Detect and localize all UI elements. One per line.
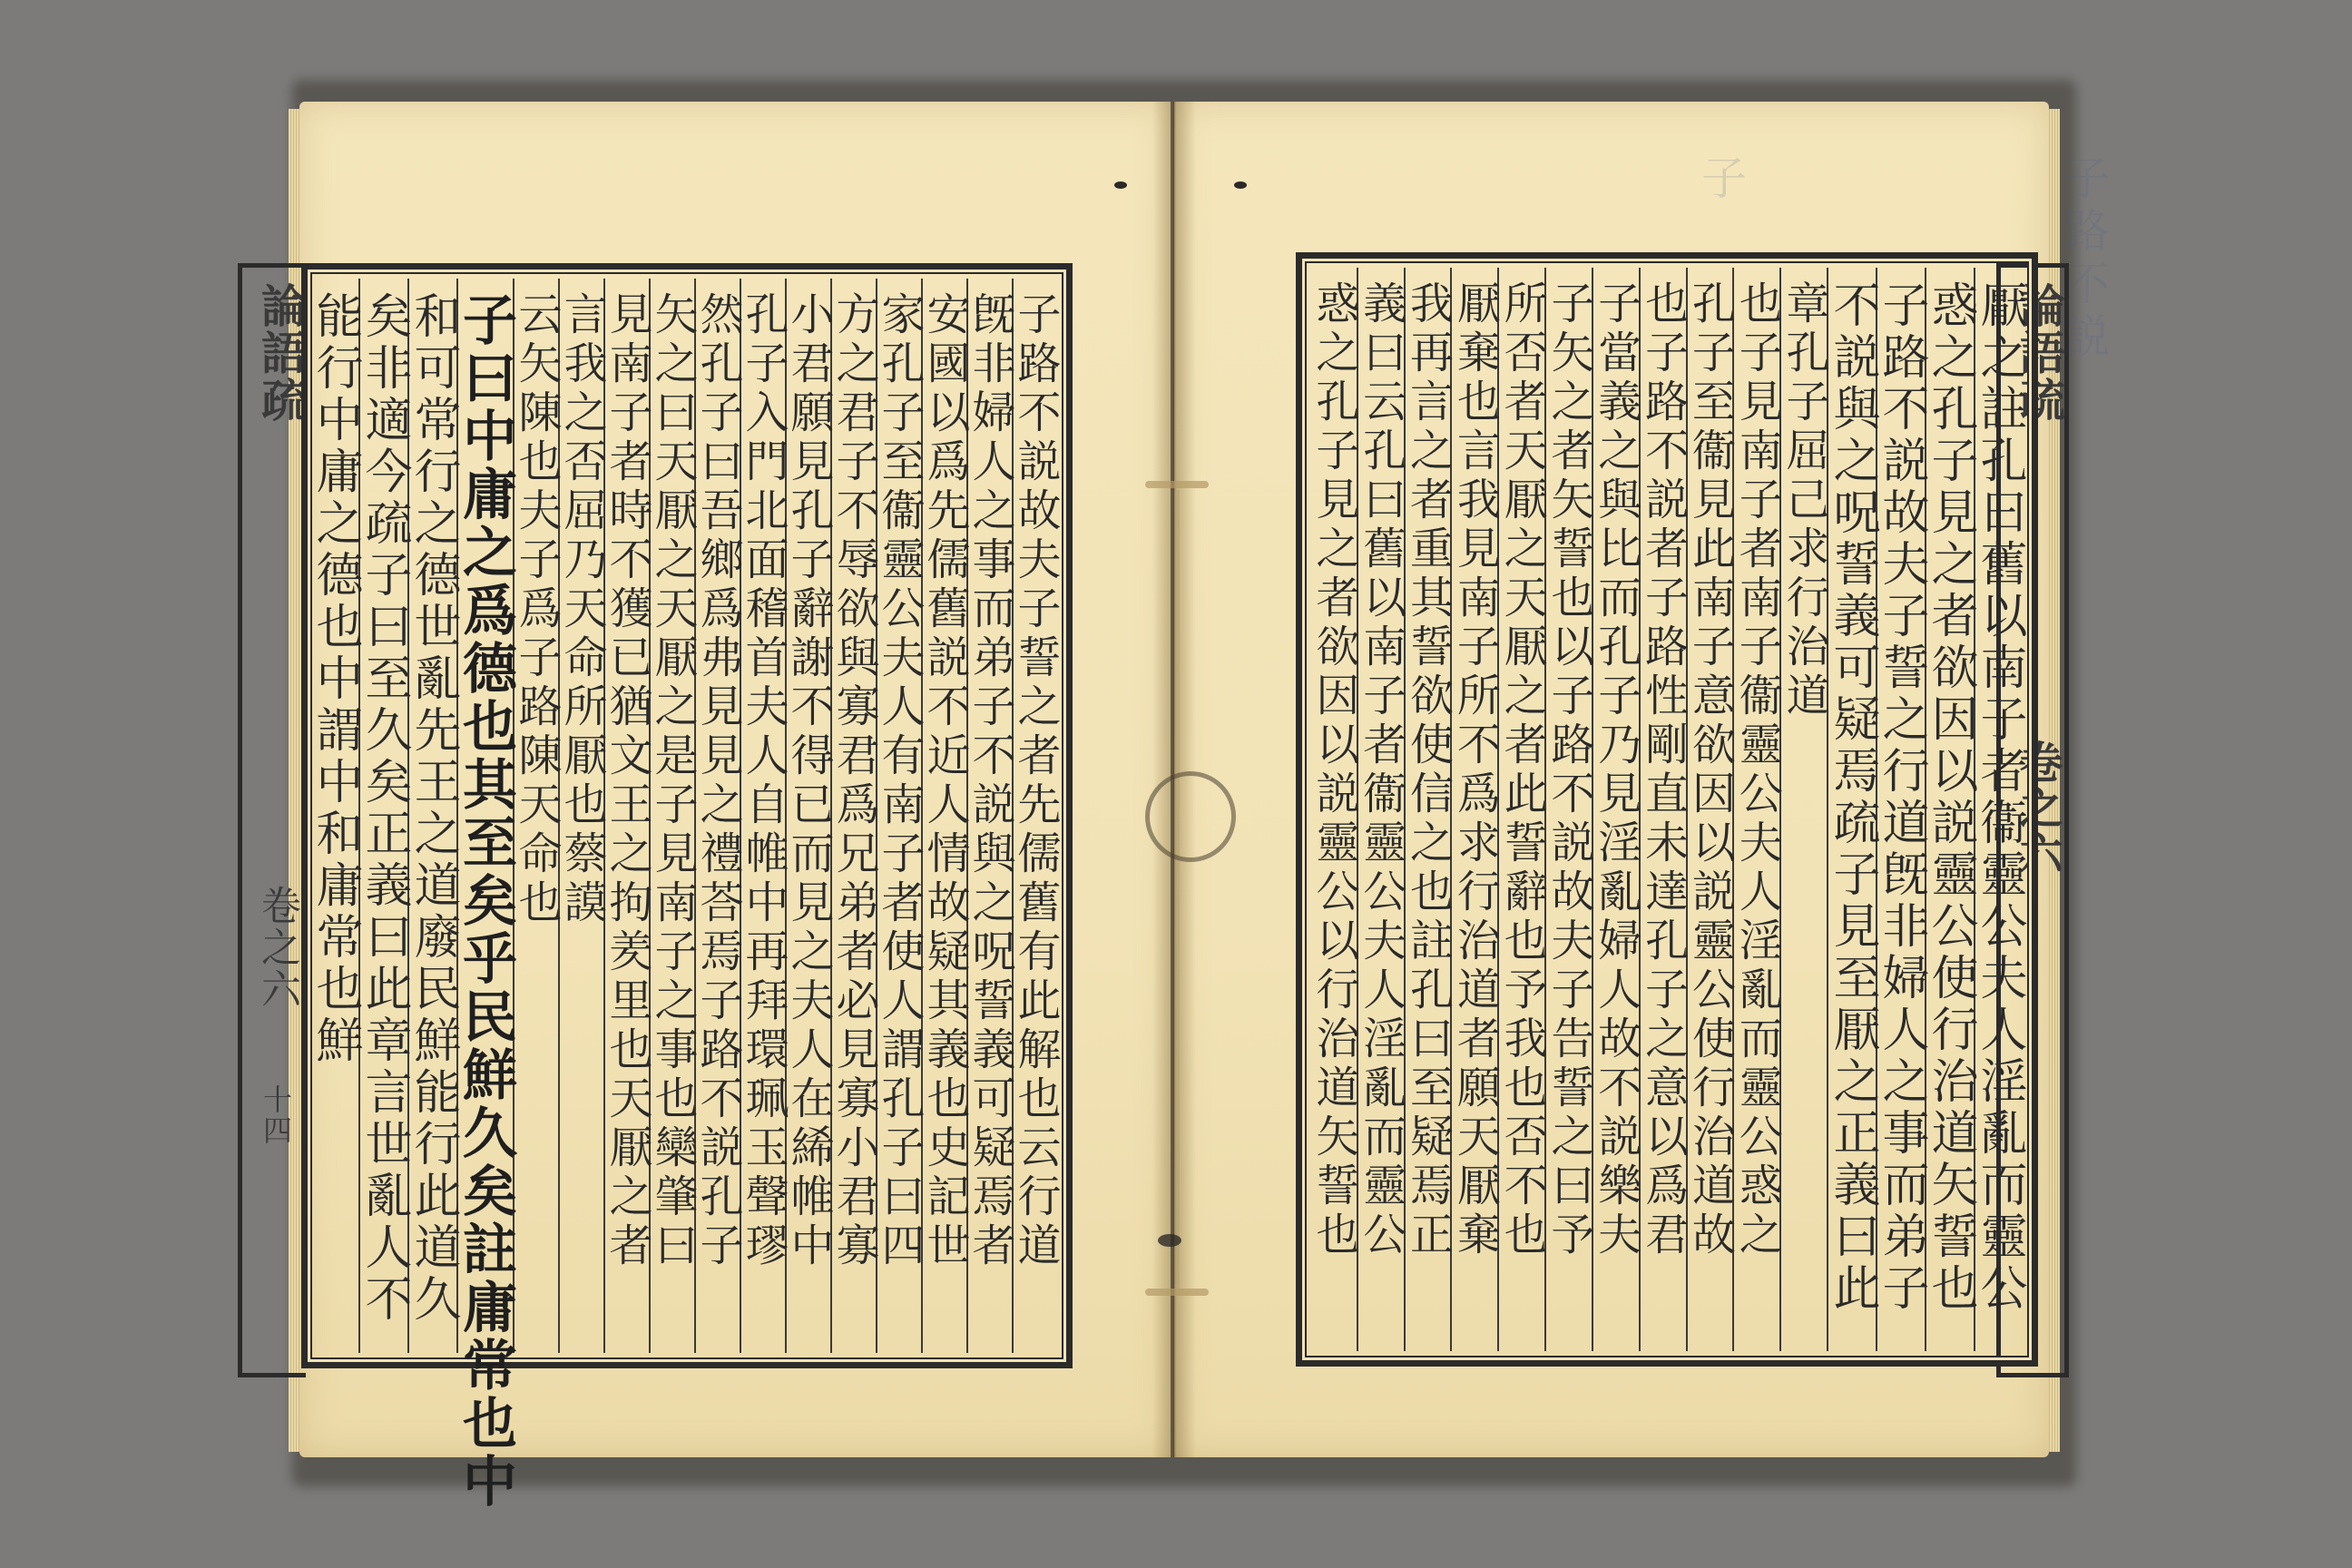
column-text: 能行中庸之德也中謂中和庸常也鮮 <box>308 291 362 1067</box>
column-text: 孔子入門北面稽首夫人自帷中再拜環珮玉聲璆 <box>738 291 789 1271</box>
column-text: 所否者天厭之天厭之者此誓辭也予我也否不也 <box>1496 280 1548 1260</box>
right-page-text-frame <box>1296 252 2038 1367</box>
text-column <box>1496 268 1548 1351</box>
ink-blot <box>1114 181 1127 189</box>
text-column <box>1922 268 1977 1351</box>
column-text: 小君願見孔子辭謝不得已而見之夫人在絺帷中 <box>783 291 834 1271</box>
column-text: 子路不説故夫子誓之行道旣非婦人之事而弟子 <box>1873 280 1928 1315</box>
binding-hole <box>1145 771 1236 862</box>
column-text: 子矢之者矢誓也以子路不説故夫子告誓之曰予 <box>1543 280 1594 1260</box>
column-text: 和可常行之德世亂先王之道廢民鮮能行此道久 <box>406 291 460 1326</box>
text-column <box>308 279 362 1353</box>
left-margin-volume: 卷之六 <box>254 885 300 1010</box>
right-margin-title: 論語疏 <box>2013 282 2066 424</box>
column-text: 方之君子不辱欲與寡君爲兄弟者必見寡小君寡 <box>828 291 879 1271</box>
column-text: 子路不説故夫子誓之者先儒舊有此解也云行道 <box>1010 291 1061 1271</box>
column-text: 云矢陳也夫子爲子路陳天命也 <box>511 291 562 928</box>
column-text: 矢之曰天厭之天厭之是子見南子之事也欒肇曰 <box>647 291 698 1271</box>
left-margin-page-number: 十四 <box>259 1084 293 1146</box>
text-column <box>1010 279 1061 1353</box>
text-column <box>1971 268 2026 1351</box>
binding-thread-mark <box>1145 481 1209 488</box>
right-margin-volume: 卷之六 <box>2012 740 2063 876</box>
text-column <box>1449 268 1501 1351</box>
left-page-columns <box>308 279 1061 1511</box>
column-text: 惑之孔子見之者欲因以説靈公使行治道矢誓也 <box>1922 280 1977 1315</box>
text-column <box>1684 268 1736 1351</box>
bleed-through-text: 子路不説 <box>2057 154 2110 365</box>
text-column <box>1357 268 1404 1351</box>
column-text: 厭棄也言我見南子所不爲求行治道者願天厭棄 <box>1449 280 1501 1260</box>
column-text: 章孔子屈己求行治道 <box>1779 280 1830 721</box>
text-column <box>1637 268 1689 1351</box>
text-column <box>357 279 411 1353</box>
column-text: 我再言之者重其誓欲使信之也註孔曰至疑焉正 <box>1402 280 1454 1260</box>
text-column <box>1824 268 1879 1351</box>
text-column <box>965 279 1015 1353</box>
left-page-text-frame <box>301 263 1073 1511</box>
column-text: 厭之註孔曰舊以南子者衞靈公夫人淫亂而靈公 <box>1971 280 2026 1315</box>
text-column <box>556 279 607 1353</box>
column-text: 子當義之與比而孔子乃見淫亂婦人故不説樂夫 <box>1590 280 1642 1260</box>
ink-blot <box>1234 181 1247 189</box>
text-column <box>1779 268 1830 1351</box>
text-column <box>1544 268 1592 1351</box>
text-column <box>692 279 743 1353</box>
text-column <box>1308 268 1359 1351</box>
column-text: 不説與之呪誓義可疑焉疏子見至厭之正義曰此 <box>1824 280 1879 1315</box>
text-column <box>406 279 460 1353</box>
bleed-through-text: 子 <box>1694 154 1747 207</box>
text-column <box>783 279 834 1353</box>
column-text: 見南子者時不獲已猶文王之拘羑里也天厭之者 <box>602 291 652 1271</box>
column-text: 然孔子曰吾鄉爲弗見見之禮荅焉子路不説孔子 <box>692 291 743 1271</box>
binding-thread-mark <box>1176 490 1180 1289</box>
text-column <box>828 279 879 1353</box>
text-column <box>1590 268 1642 1351</box>
column-text: 孔子至衞見此南子意欲因以説靈公使行治道故 <box>1684 280 1736 1260</box>
text-column <box>919 279 970 1353</box>
ink-blot <box>1158 1234 1181 1247</box>
left-margin-title: 論語疏 <box>254 282 308 424</box>
column-text: 旣非婦人之事而弟子不説與之呪誓義可疑焉者 <box>965 291 1015 1271</box>
text-column <box>602 279 652 1353</box>
column-text: 言我之否屈乃天命所厭也蔡謨 <box>556 291 607 928</box>
column-text: 也子路不説者子路性剛直未達孔子之意以爲君 <box>1637 280 1689 1260</box>
column-text: 家孔子至衞靈公夫人有南子者使人謂孔子曰四 <box>874 291 925 1271</box>
binding-thread-mark <box>1145 1289 1209 1296</box>
column-text: 矣非適今疏子曰至久矣正義曰此章言世亂人不 <box>357 291 411 1326</box>
left-page-margin-column <box>238 263 306 1377</box>
text-column <box>647 279 698 1353</box>
text-column <box>1402 268 1454 1351</box>
column-text: 義曰云孔曰舊以南子者衞靈公夫人淫亂而靈公 <box>1355 280 1406 1260</box>
column-text: 也子見南子者南子衞靈公夫人淫亂而靈公惑之 <box>1731 280 1783 1260</box>
text-column <box>1731 268 1783 1351</box>
column-text: 安國以爲先儒舊説不近人情故疑其義也史記世 <box>919 291 970 1271</box>
text-column <box>511 279 562 1353</box>
text-column <box>1873 268 1928 1351</box>
right-page-columns <box>1308 268 2026 1351</box>
column-text: 子曰中庸之爲德也其至矣乎民鮮久矣註庸常也中 <box>454 291 517 1511</box>
column-text: 惑之孔子見之者欲因以説靈公以行治道矢誓也 <box>1308 280 1359 1260</box>
text-column <box>454 279 517 1511</box>
text-column <box>874 279 925 1353</box>
text-column <box>738 279 789 1353</box>
